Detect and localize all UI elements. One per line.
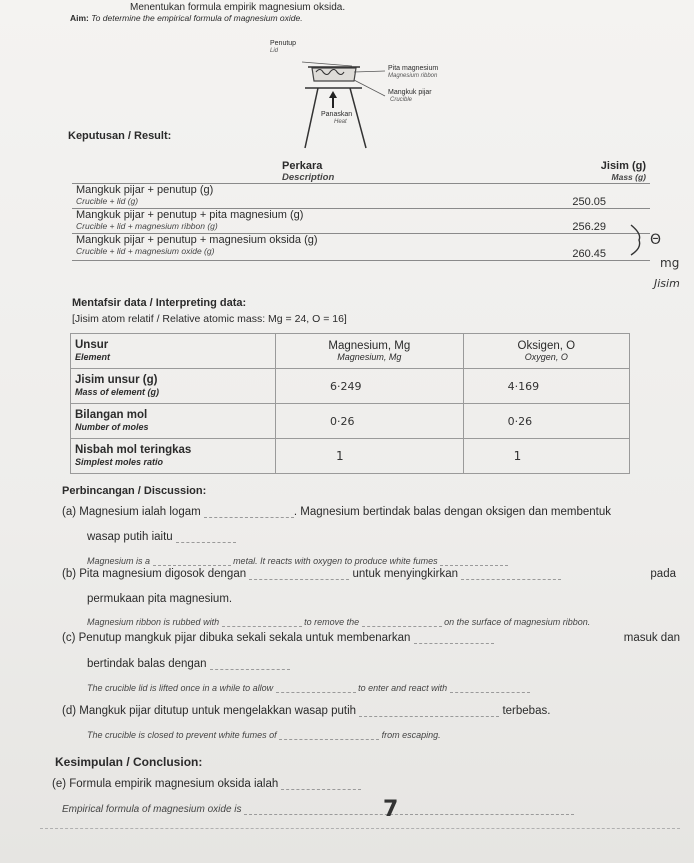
moles-header-row (71, 334, 630, 369)
handwritten-answer: 0·26 (463, 404, 629, 439)
moles-table (70, 333, 630, 474)
answer-blank[interactable] (279, 739, 379, 740)
oxygen-header: Oksigen, O Oxygen, O (463, 334, 629, 369)
margin-note-mg: mg (660, 256, 680, 270)
heat-label-en: Heat (334, 119, 347, 125)
answer-blank[interactable] (244, 814, 574, 815)
answer-blank[interactable] (359, 716, 499, 717)
table-row: Mangkuk pijar + penutup + magnesium oksida (g) Crucible + lid + magnesium oxide (g) 260.45 (72, 234, 650, 261)
answer-blank[interactable] (204, 517, 294, 518)
atomic-mass-note: [Jisim atom relatif / Relative atomic mass: Mg = 24, O = 16] (72, 313, 347, 325)
table-row: Mangkuk pijar + penutup + pita magnesium (g) Crucible + lid + magnesium ribbon (g) 256.29 (72, 209, 650, 234)
worksheet-title: Menentukan formula empirik magnesium oksida. (130, 2, 346, 13)
lid-label-en: Lid (270, 48, 279, 54)
answer-blank[interactable] (176, 542, 236, 543)
element-header: Unsur Element (71, 334, 276, 369)
mass-value: 256.29 (532, 209, 650, 234)
aim-line (70, 13, 303, 23)
handwritten-answer: 4·169 (463, 369, 629, 404)
table-row: Nisbah mol teringkas Simplest moles ratio 1 1 (71, 439, 630, 474)
question-a-en: Magnesium is a metal. It reacts with oxygen to produce white fumes (87, 556, 508, 566)
answer-blank[interactable] (461, 579, 561, 580)
margin-note-theta: Θ (650, 232, 662, 248)
question-a-ms: (a) Magnesium ialah logam . Magnesium bertindak balas dengan oksigen dan membentuk (62, 506, 611, 518)
answer-blank[interactable] (249, 579, 349, 580)
description-header: Perkara Description (72, 160, 532, 184)
question-b-en: Magnesium ribbon is rubbed with to remove the on the surface of magnesium ribbon. (87, 617, 591, 627)
handwritten-answer: 1 (276, 439, 464, 474)
mass-value: 260.45 (532, 234, 650, 261)
ribbon-label-ms: Pita magnesium (388, 65, 439, 72)
question-d-en: The crucible is closed to prevent white fumes of from escaping. (87, 730, 441, 740)
aim-label: Aim: (70, 13, 89, 23)
table-row: Mangkuk pijar + penutup (g) Crucible + lid (g) 250.05 (72, 184, 650, 209)
divider (40, 828, 680, 829)
handwritten-answer: 6·249 (276, 369, 464, 404)
result-heading: Keputusan / Result: (68, 130, 172, 142)
question-e-ms: (e) Formula empirik magnesium oksida ialah (52, 778, 361, 790)
question-c-ms: (c) Penutup mangkuk pijar dibuka sekali sekala untuk membenarkan masuk dan (62, 632, 680, 644)
lid-label-ms: Penutup (270, 40, 297, 47)
results-header-row (72, 160, 650, 184)
ribbon-label-en: Magnesium ribbon (388, 73, 438, 79)
answer-blank[interactable] (414, 643, 494, 644)
question-c-ms-cont: bertindak balas dengan (87, 658, 290, 670)
answer-blank[interactable] (362, 626, 442, 627)
handwritten-answer: 1 (463, 439, 629, 474)
crucible-label-ms: Mangkuk pijar (388, 89, 432, 96)
answer-blank[interactable] (281, 789, 361, 790)
mass-value: 250.05 (532, 184, 650, 209)
question-d-ms: (d) Mangkuk pijar ditutup untuk mengelakkan wasap putih terbebas. (62, 705, 551, 717)
mass-header: Jisim (g) Mass (g) (532, 160, 650, 184)
heat-label-ms: Panaskan (321, 111, 353, 118)
bracket-mark-icon (628, 222, 648, 258)
table-row: Jisim unsur (g) Mass of element (g) 6·249 4·169 (71, 369, 630, 404)
answer-blank[interactable] (450, 692, 530, 693)
handwritten-answer: 0·26 (276, 404, 464, 439)
question-e-en: Empirical formula of magnesium oxide is (62, 804, 574, 815)
discussion-heading: Perbincangan / Discussion: (62, 485, 207, 497)
question-b-ms: (b) Pita magnesium digosok dengan untuk menyingkirkan pada (62, 568, 676, 580)
margin-note-jisim: Jisim (654, 277, 680, 290)
table-row: Bilangan mol Number of moles 0·26 0·26 (71, 404, 630, 439)
magnesium-header: Magnesium, Mg Magnesium, Mg (276, 334, 464, 369)
question-b-ms-cont: permukaan pita magnesium. (87, 593, 233, 605)
answer-blank[interactable] (210, 669, 290, 670)
handwritten-answer: 7 (383, 797, 399, 822)
question-c-en: The crucible lid is lifted once in a while to allow to enter and react with (87, 683, 530, 693)
answer-blank[interactable] (222, 626, 302, 627)
results-table (72, 160, 650, 261)
interpret-heading: Mentafsir data / Interpreting data: (72, 297, 247, 309)
conclusion-heading: Kesimpulan / Conclusion: (55, 755, 203, 769)
answer-blank[interactable] (276, 692, 356, 693)
heat-arrow-icon (329, 91, 337, 98)
question-a-ms-cont: wasap putih iaitu (87, 531, 236, 543)
aim-text: To determine the empirical formula of magnesium oxide. (91, 13, 303, 23)
answer-blank[interactable] (440, 565, 508, 566)
answer-blank[interactable] (153, 565, 231, 566)
crucible-label-en: Crucible (390, 97, 413, 103)
